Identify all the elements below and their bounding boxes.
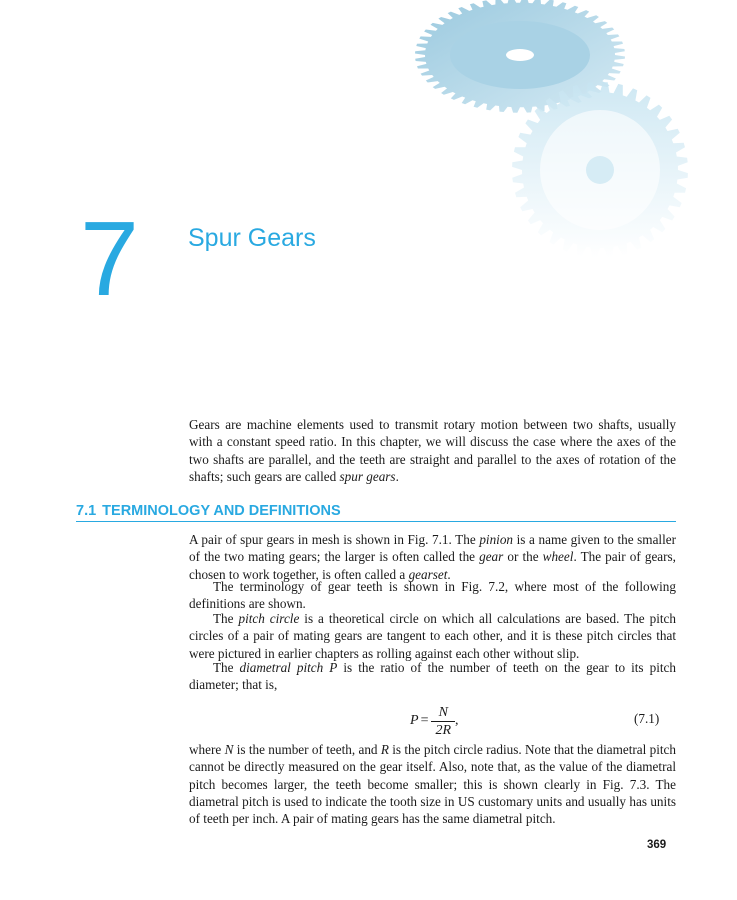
chapter-title: Spur Gears [188,224,316,252]
equation-7-1: P = $\frac{N}{2R}$ , [410,704,459,738]
section-heading: 7.1 TERMINOLOGY AND DEFINITIONS [76,503,676,522]
paragraph-pitch-circle: The pitch circle is a theoretical circle on which all calculations are based. The pitch circles of a pair of mating gears are tangent to each other, and it is these pitch circles that were pictured in earlier chapters as rolling against each other without slip. [189,611,676,661]
paragraph-diametral-pitch: The diametral pitch P is the ratio of the number of teeth on the gear to its pitch diameter; that is, [189,660,676,693]
intro-paragraph: Gears are machine elements used to transmit rotary motion between two shafts, usually with a constant speed ratio. In this chapter, we will discuss the case where the axes of the two shafts are parallel, and the teeth are straight and parallel to the axes of rotation of the shafts; such gears are called spur gears. [189,417,676,484]
equation-number: (7.1) [634,711,660,726]
page-number: 369 [647,839,667,851]
chapter-number: 7 [80,200,139,318]
paragraph-terminology: The terminology of gear teeth is shown in Fig. 7.2, where most of the following definitions are shown. [189,579,676,612]
equation-fraction: $\frac{N}{2R}$ [431,705,455,738]
gear-illustration [400,0,737,260]
paragraph-spur-pair: A pair of spur gears in mesh is shown in Fig. 7.1. The pinion is a name given to the smaller of the two mating gears; the larger is often called the gear or the wheel. The pair of gears, chosen to work together, is often called a gearset. [189,532,676,582]
paragraph-diametral-details: where N is the number of teeth, and R is the pitch circle radius. Note that the diametral pitch cannot be directly measured on the gear itself. Also, note that, as the value of the diametral pitch becomes larger, the teeth become smaller; this is shown clearly in Fig. 7.3. The diametral pitch is used to indicate the tooth size in US customary units and usually has units of teeth per inch. A pair of mating gears has the same diametral pitch. [189,742,677,827]
small-gear-shape [512,82,688,258]
